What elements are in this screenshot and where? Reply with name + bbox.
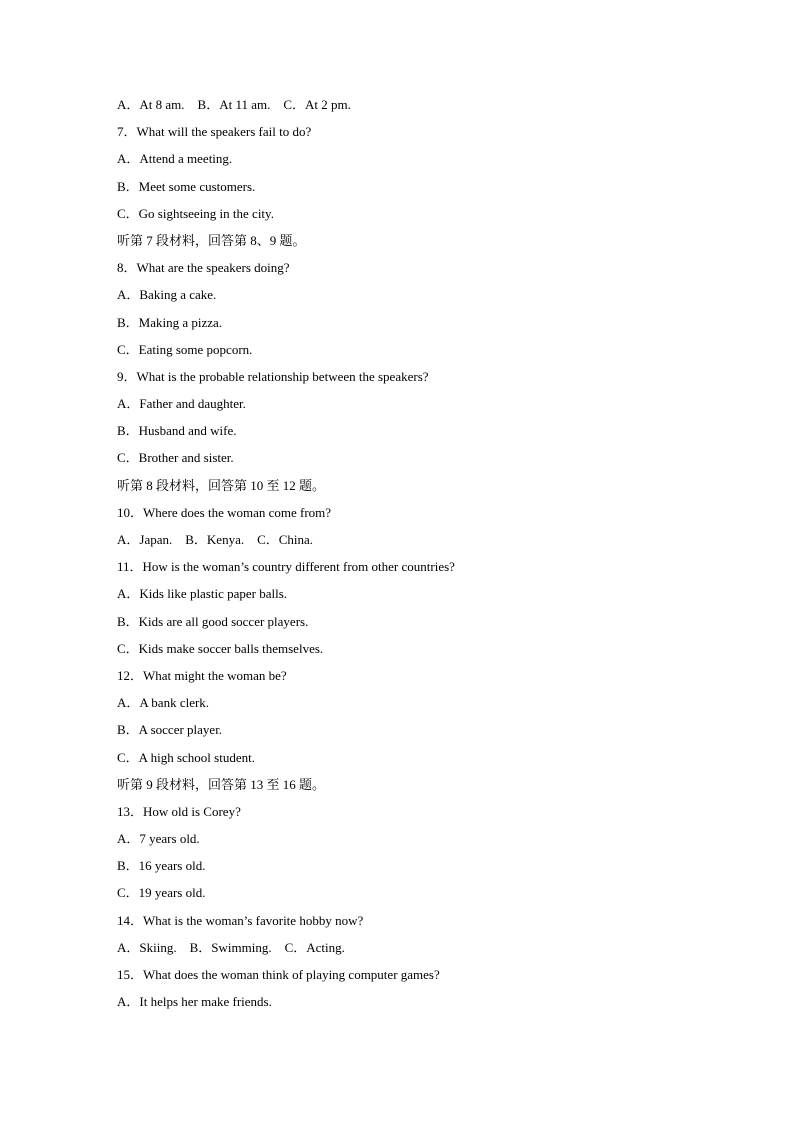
- text-line: C．Kids make soccer balls themselves.: [117, 640, 324, 656]
- text-line: 10．Where does the woman come from?: [117, 504, 332, 520]
- text-line: 听第 7 段材料，回答第 8、9 题。: [117, 232, 306, 248]
- text-line: B．16 years old.: [117, 858, 206, 874]
- text-line: C．Eating some popcorn.: [117, 341, 253, 357]
- text-line: A．Kids like plastic paper balls.: [117, 586, 288, 602]
- text-line: 听第 8 段材料，回答第 10 至 12 题。: [117, 477, 326, 493]
- text-line: B．A soccer player.: [117, 722, 223, 738]
- text-line: B．Making a pizza.: [117, 314, 223, 330]
- text-line: 11．How is the woman’s country different from other countries?: [117, 559, 455, 575]
- text-line: 12．What might the woman be?: [117, 667, 287, 683]
- text-line: C．A high school student.: [117, 749, 255, 765]
- text-line: A．Father and daughter.: [117, 396, 246, 412]
- text-line: C．Brother and sister.: [117, 450, 234, 466]
- text-line: A．Attend a meeting.: [117, 151, 233, 167]
- text-line: 13．How old is Corey?: [117, 803, 241, 819]
- text-line: A．Baking a cake.: [117, 287, 217, 303]
- text-line: 7．What will the speakers fail to do?: [117, 124, 312, 140]
- text-line: 8．What are the speakers doing?: [117, 260, 290, 276]
- text-line: 听第 9 段材料，回答第 13 至 16 题。: [117, 776, 326, 792]
- text-line: B．Meet some customers.: [117, 178, 256, 194]
- text-line: B．Husband and wife.: [117, 423, 237, 439]
- text-line: A．It helps her make friends.: [117, 994, 272, 1010]
- text-line: B．Kids are all good soccer players.: [117, 613, 309, 629]
- text-line: A．At 8 am. B．At 11 am. C．At 2 pm.: [117, 97, 351, 112]
- text-line: 9．What is the probable relationship between the speakers?: [117, 368, 429, 384]
- text-line: A．Japan. B．Kenya. C．China.: [117, 532, 314, 547]
- text-line: 14．What is the woman’s favorite hobby now?: [117, 912, 364, 928]
- text-line: C．Go sightseeing in the city.: [117, 205, 274, 221]
- text-line: 15．What does the woman think of playing computer games?: [117, 967, 440, 982]
- question-list: [117, 95, 717, 1019]
- text-line: A．Skiing. B．Swimming. C．Acting.: [117, 939, 345, 955]
- text-line: A．7 years old.: [117, 831, 200, 847]
- text-line: A．A bank clerk.: [117, 695, 210, 711]
- text-line: C．19 years old.: [117, 885, 206, 901]
